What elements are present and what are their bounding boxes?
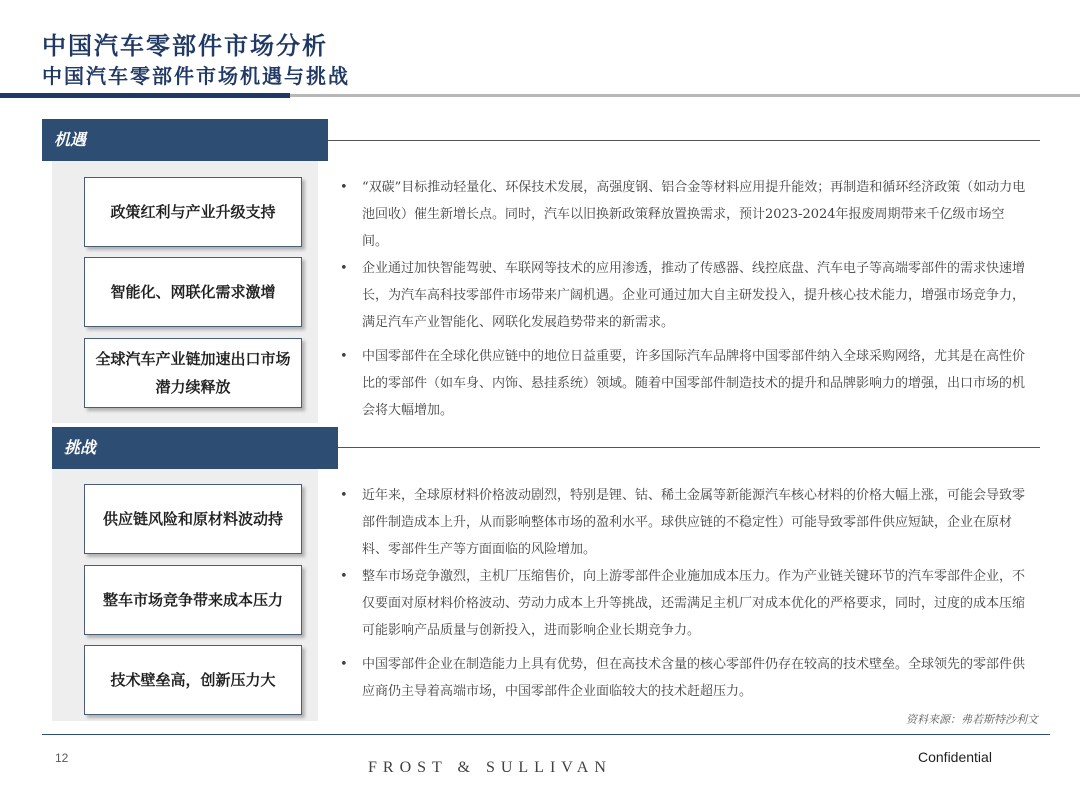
confidential-label: Confidential [918,749,992,765]
footer-divider [42,734,1050,735]
bullet-marker: • [340,569,348,584]
opportunity-export-box: 全球汽车产业链加速出口市场潜力续释放 [84,338,302,408]
challenge-cost-box: 整车市场竞争带来成本压力 [84,565,302,635]
description: 中国零部件在全球化供应链中的地位日益重要，许多国际汽车品牌将中国零部件纳入全球采购网络，尤其是在高性价比的零部件（如车身、内饰、悬挂系统）领域。随着中国零部件制造技术的提升和品牌影响力的增强，出口市场的机会将大幅增加。 [362,349,1026,418]
opportunity-export-text [340,343,1030,424]
brand-logo-text: FROST & SULLIVAN [368,759,612,776]
challenge-supply-chain-text [340,482,1030,563]
challenge-tech-barrier-text [340,651,1030,705]
page-title: 中国汽车零部件市场分析 [42,31,328,60]
challenge-supply-chain-box: 供应链风险和原材料波动持 [84,484,302,554]
challenges-divider [338,447,1040,448]
challenge-tech-barrier-box: 技术壁垒高，创新压力大 [84,645,302,715]
header-divider [290,94,1080,97]
bullet-marker: • [340,261,348,276]
bullet-marker: • [340,349,348,364]
challenges-header: 挑战 [52,427,338,469]
opportunity-policy-text [340,174,1030,255]
opportunity-intelligent-text [340,255,1030,336]
opportunity-intelligent-box: 智能化、网联化需求激增 [84,257,302,327]
description: 中国零部件企业在制造能力上具有优势，但在高技术含量的核心零部件仍存在较高的技术壁垒。全球领先的零部件供应商仍主导着高端市场，中国零部件企业面临较大的技术赶超压力。 [362,657,1026,699]
opportunity-policy-box: 政策红利与产业升级支持 [84,177,302,247]
description: 近年来，全球原材料价格波动剧烈，特别是锂、钴、稀土金属等新能源汽车核心材料的价格大幅上涨，可能会导致零部件制造成本上升，从而影响整体市场的盈利水平。球供应链的不稳定性）可能导致零部件供应短缺，企业在原材料、零部件生产等方面面临的风险增加。 [362,488,1026,557]
header-accent-bar [0,93,290,98]
opportunities-header: 机遇 [42,119,328,161]
page-number: 12 [55,751,69,765]
challenge-cost-text [340,563,1030,644]
bullet-marker: • [340,488,348,503]
bullet-marker: • [340,657,348,672]
bullet-marker: • [340,180,348,195]
description: “双碳”目标推动轻量化、环保技术发展，高强度钢、铝合金等材料应用提升能效；再制造和循环经济政策（如动力电池回收）催生新增长点。同时，汽车以旧换新政策释放置换需求，预计2023-2024年报废周期带来千亿级市场空间。 [362,180,1026,249]
page-subtitle: 中国汽车零部件市场机遇与挑战 [42,64,350,88]
description: 整车市场竞争激烈，主机厂压缩售价，向上游零部件企业施加成本压力。作为产业链关键环节的汽车零部件企业，不仅要面对原材料价格波动、劳动力成本上升等挑战，还需满足主机厂对成本优化的严格要求，同时，过度的成本压缩可能影响产品质量与创新投入，进而影响企业长期竞争力。 [362,569,1026,638]
opportunities-divider [328,140,1040,141]
source-note: 资料来源：弗若斯特沙利文 [906,713,1038,726]
description: 企业通过加快智能驾驶、车联网等技术的应用渗透，推动了传感器、线控底盘、汽车电子等高端零部件的需求快速增长，为汽车高科技零部件市场带来广阔机遇。企业可通过加大自主研发投入，提升核心技术能力，增强市场竞争力，满足汽车产业智能化、网联化发展趋势带来的新需求。 [362,261,1026,330]
